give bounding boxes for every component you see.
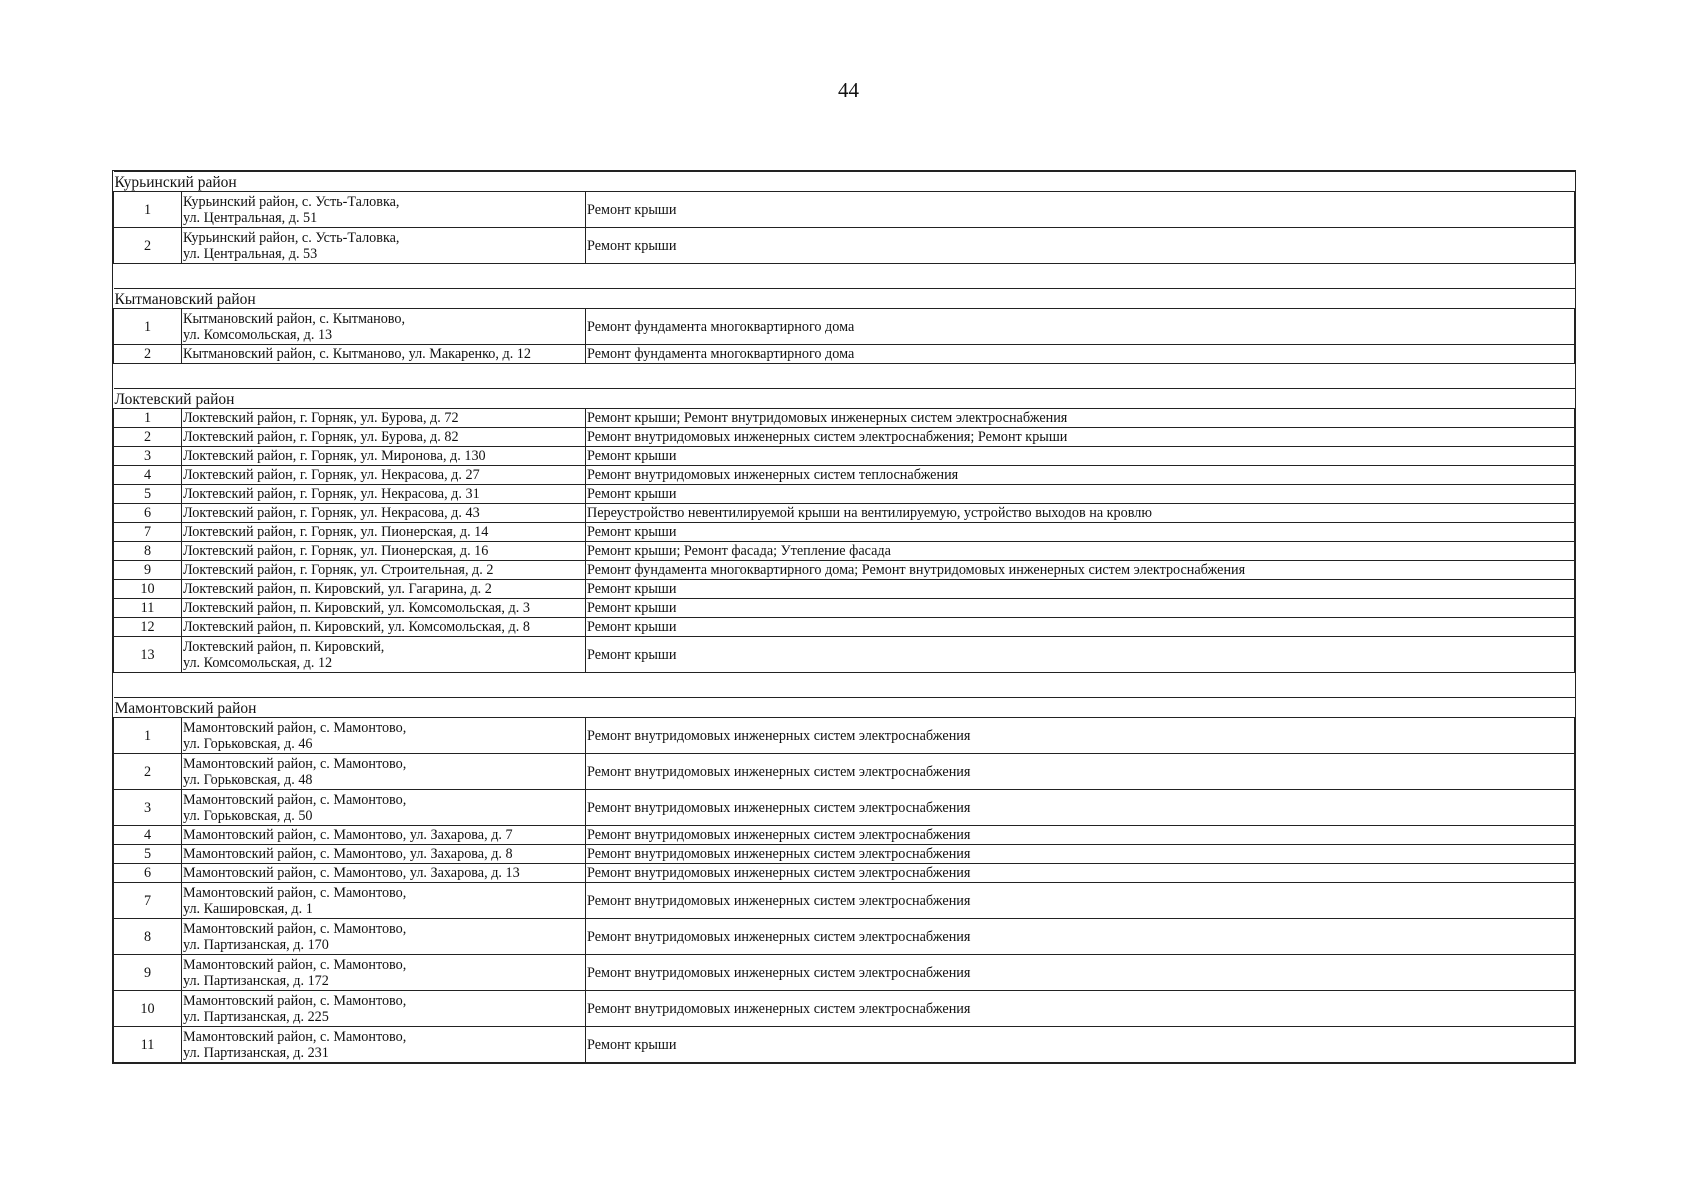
work-type-cell: Ремонт крыши; Ремонт фасада; Утепление фасада (586, 542, 1575, 561)
row-number: 1 (114, 192, 182, 228)
table-row (114, 955, 1575, 991)
section-gap (114, 364, 1575, 389)
row-number: 2 (114, 428, 182, 447)
address-cell (182, 754, 586, 790)
address-line: Локтевский район, г. Горняк, ул. Некрасова, д. 43 (183, 505, 480, 521)
address-line: ул. Центральная, д. 51 (183, 209, 318, 226)
page-number: 44 (838, 78, 859, 102)
table-row (114, 428, 1575, 447)
district-name: Курьинский район (114, 172, 1575, 192)
address-cell (182, 580, 586, 599)
address-line: Мамонтовский район, с. Мамонтово, (183, 992, 407, 1009)
work-type-cell: Ремонт крыши (586, 580, 1575, 599)
work-type-cell: Ремонт крыши (586, 192, 1575, 228)
address-cell (182, 790, 586, 826)
address-cell (182, 345, 586, 364)
table-row (114, 845, 1575, 864)
table-row (114, 409, 1575, 428)
row-number: 6 (114, 504, 182, 523)
address-line: Локтевский район, п. Кировский, ул. Гагарина, д. 2 (183, 581, 492, 597)
row-number: 12 (114, 618, 182, 637)
address-line: ул. Партизанская, д. 170 (183, 936, 329, 953)
address-cell (182, 637, 586, 673)
row-number: 6 (114, 864, 182, 883)
address-cell (182, 523, 586, 542)
row-number: 5 (114, 845, 182, 864)
address-line: Кытмановский район, с. Кытманово, (183, 310, 406, 327)
work-type-cell: Ремонт внутридомовых инженерных систем электроснабжения (586, 883, 1575, 919)
address-cell (182, 618, 586, 637)
address-line: Мамонтовский район, с. Мамонтово, (183, 755, 407, 772)
row-number: 13 (114, 637, 182, 673)
row-number: 9 (114, 955, 182, 991)
table-row (114, 599, 1575, 618)
address-line: Кытмановский район, с. Кытманово, ул. Макаренко, д. 12 (183, 346, 531, 362)
work-type-cell: Ремонт внутридомовых инженерных систем электроснабжения (586, 790, 1575, 826)
table-row (114, 580, 1575, 599)
address-cell (182, 883, 586, 919)
address-line: Мамонтовский район, с. Мамонтово, (183, 884, 407, 901)
address-cell (182, 1027, 586, 1063)
address-line: Мамонтовский район, с. Мамонтово, (183, 920, 407, 937)
section-gap (114, 673, 1575, 698)
work-type-cell: Ремонт крыши (586, 1027, 1575, 1063)
work-type-cell: Ремонт внутридомовых инженерных систем электроснабжения (586, 991, 1575, 1027)
address-line: Локтевский район, п. Кировский, (183, 638, 385, 655)
address-line: Курьинский район, с. Усть-Таловка, (183, 193, 400, 210)
table-row (114, 504, 1575, 523)
row-number: 2 (114, 345, 182, 364)
address-line: Локтевский район, г. Горняк, ул. Некрасова, д. 27 (183, 467, 480, 483)
address-line: ул. Центральная, д. 53 (183, 245, 318, 262)
address-line: Локтевский район, г. Горняк, ул. Бурова, д. 82 (183, 429, 459, 445)
table-row (114, 523, 1575, 542)
address-cell (182, 599, 586, 618)
row-number: 4 (114, 466, 182, 485)
district-name: Локтевский район (114, 389, 1575, 409)
row-number: 7 (114, 523, 182, 542)
district-header-row (114, 389, 1575, 409)
row-number: 4 (114, 826, 182, 845)
table-row (114, 754, 1575, 790)
address-cell (182, 428, 586, 447)
address-cell (182, 864, 586, 883)
section-gap-cell (114, 364, 1575, 389)
address-line: Локтевский район, г. Горняк, ул. Бурова, д. 72 (183, 410, 459, 426)
table-row (114, 466, 1575, 485)
section-gap (114, 264, 1575, 289)
row-number: 10 (114, 991, 182, 1027)
address-cell (182, 955, 586, 991)
address-line: Мамонтовский район, с. Мамонтово, ул. Захарова, д. 8 (183, 846, 513, 862)
district-header-row (114, 698, 1575, 718)
row-number: 8 (114, 542, 182, 561)
address-line: Мамонтовский район, с. Мамонтово, (183, 719, 407, 736)
address-line: ул. Кашировская, д. 1 (183, 900, 313, 917)
address-cell (182, 409, 586, 428)
address-cell (182, 309, 586, 345)
address-line: ул. Партизанская, д. 172 (183, 972, 329, 989)
table-row (114, 309, 1575, 345)
address-line: Курьинский район, с. Усть-Таловка, (183, 229, 400, 246)
work-type-cell: Ремонт крыши (586, 447, 1575, 466)
address-cell (182, 447, 586, 466)
table-row (114, 485, 1575, 504)
row-number: 3 (114, 790, 182, 826)
table-row (114, 826, 1575, 845)
work-type-cell: Ремонт внутридомовых инженерных систем теплоснабжения (586, 466, 1575, 485)
row-number: 1 (114, 409, 182, 428)
address-line: Мамонтовский район, с. Мамонтово, (183, 956, 407, 973)
row-number: 2 (114, 754, 182, 790)
address-line: ул. Комсомольская, д. 13 (183, 326, 333, 343)
work-type-cell: Ремонт внутридомовых инженерных систем электроснабжения (586, 718, 1575, 754)
address-cell (182, 826, 586, 845)
row-number: 9 (114, 561, 182, 580)
work-type-cell: Ремонт фундамента многоквартирного дома (586, 309, 1575, 345)
address-line: Мамонтовский район, с. Мамонтово, (183, 1028, 407, 1045)
work-type-cell: Ремонт крыши (586, 228, 1575, 264)
table-row (114, 228, 1575, 264)
address-cell (182, 542, 586, 561)
work-type-cell: Ремонт внутридомовых инженерных систем электроснабжения (586, 826, 1575, 845)
table-row (114, 345, 1575, 364)
row-number: 11 (114, 1027, 182, 1063)
work-type-cell: Ремонт крыши (586, 523, 1575, 542)
work-type-cell: Ремонт крыши; Ремонт внутридомовых инженерных систем электроснабжения (586, 409, 1575, 428)
address-line: ул. Партизанская, д. 225 (183, 1008, 329, 1025)
address-cell (182, 504, 586, 523)
table-row (114, 864, 1575, 883)
table-row (114, 447, 1575, 466)
section-gap-cell (114, 264, 1575, 289)
address-cell (182, 228, 586, 264)
address-cell (182, 845, 586, 864)
address-line: ул. Горьковская, д. 46 (183, 735, 313, 752)
table-row (114, 561, 1575, 580)
row-number: 11 (114, 599, 182, 618)
table-row (114, 790, 1575, 826)
address-cell (182, 561, 586, 580)
address-line: ул. Горьковская, д. 50 (183, 807, 313, 824)
table-row (114, 991, 1575, 1027)
work-type-cell: Ремонт крыши (586, 637, 1575, 673)
address-line: Локтевский район, п. Кировский, ул. Комсомольская, д. 3 (183, 600, 530, 616)
work-type-cell: Ремонт внутридомовых инженерных систем электроснабжения (586, 864, 1575, 883)
work-type-cell: Ремонт внутридомовых инженерных систем электроснабжения (586, 754, 1575, 790)
table-body (114, 172, 1575, 1063)
table-row (114, 192, 1575, 228)
address-cell (182, 192, 586, 228)
work-type-cell: Ремонт фундамента многоквартирного дома; Ремонт внутридомовых инженерных систем электроснабжения (586, 561, 1575, 580)
district-name: Кытмановский район (114, 289, 1575, 309)
work-type-cell: Ремонт фундамента многоквартирного дома (586, 345, 1575, 364)
work-type-cell: Ремонт внутридомовых инженерных систем электроснабжения; Ремонт крыши (586, 428, 1575, 447)
address-line: Мамонтовский район, с. Мамонтово, ул. Захарова, д. 7 (183, 827, 513, 843)
row-number: 10 (114, 580, 182, 599)
row-number: 5 (114, 485, 182, 504)
table-row (114, 542, 1575, 561)
district-name: Мамонтовский район (114, 698, 1575, 718)
address-line: ул. Комсомольская, д. 12 (183, 654, 333, 671)
district-header-row (114, 289, 1575, 309)
address-cell (182, 466, 586, 485)
row-number: 2 (114, 228, 182, 264)
work-type-cell: Ремонт крыши (586, 618, 1575, 637)
table-row (114, 919, 1575, 955)
address-line: Локтевский район, г. Горняк, ул. Пионерская, д. 16 (183, 543, 489, 559)
work-type-cell: Переустройство невентилируемой крыши на вентилируемую, устройство выходов на кровлю (586, 504, 1575, 523)
repair-table (112, 170, 1576, 1064)
address-cell (182, 991, 586, 1027)
work-type-cell: Ремонт крыши (586, 485, 1575, 504)
table-row (114, 637, 1575, 673)
address-cell (182, 485, 586, 504)
address-line: Мамонтовский район, с. Мамонтово, (183, 791, 407, 808)
row-number: 8 (114, 919, 182, 955)
address-cell (182, 718, 586, 754)
work-type-cell: Ремонт крыши (586, 599, 1575, 618)
row-number: 1 (114, 718, 182, 754)
work-type-cell: Ремонт внутридомовых инженерных систем электроснабжения (586, 955, 1575, 991)
address-line: Мамонтовский район, с. Мамонтово, ул. Захарова, д. 13 (183, 865, 520, 881)
address-line: Локтевский район, п. Кировский, ул. Комсомольская, д. 8 (183, 619, 530, 635)
table-row (114, 618, 1575, 637)
table-row (114, 718, 1575, 754)
address-line: ул. Горьковская, д. 48 (183, 771, 313, 788)
table-row (114, 883, 1575, 919)
row-number: 7 (114, 883, 182, 919)
address-line: ул. Партизанская, д. 231 (183, 1044, 329, 1061)
table-row (114, 1027, 1575, 1063)
row-number: 3 (114, 447, 182, 466)
address-line: Локтевский район, г. Горняк, ул. Миронова, д. 130 (183, 448, 486, 464)
address-line: Локтевский район, г. Горняк, ул. Некрасова, д. 31 (183, 486, 480, 502)
district-header-row (114, 172, 1575, 192)
address-line: Локтевский район, г. Горняк, ул. Пионерская, д. 14 (183, 524, 489, 540)
row-number: 1 (114, 309, 182, 345)
work-type-cell: Ремонт внутридомовых инженерных систем электроснабжения (586, 919, 1575, 955)
address-line: Локтевский район, г. Горняк, ул. Строительная, д. 2 (183, 562, 494, 578)
section-gap-cell (114, 673, 1575, 698)
address-cell (182, 919, 586, 955)
work-type-cell: Ремонт внутридомовых инженерных систем электроснабжения (586, 845, 1575, 864)
